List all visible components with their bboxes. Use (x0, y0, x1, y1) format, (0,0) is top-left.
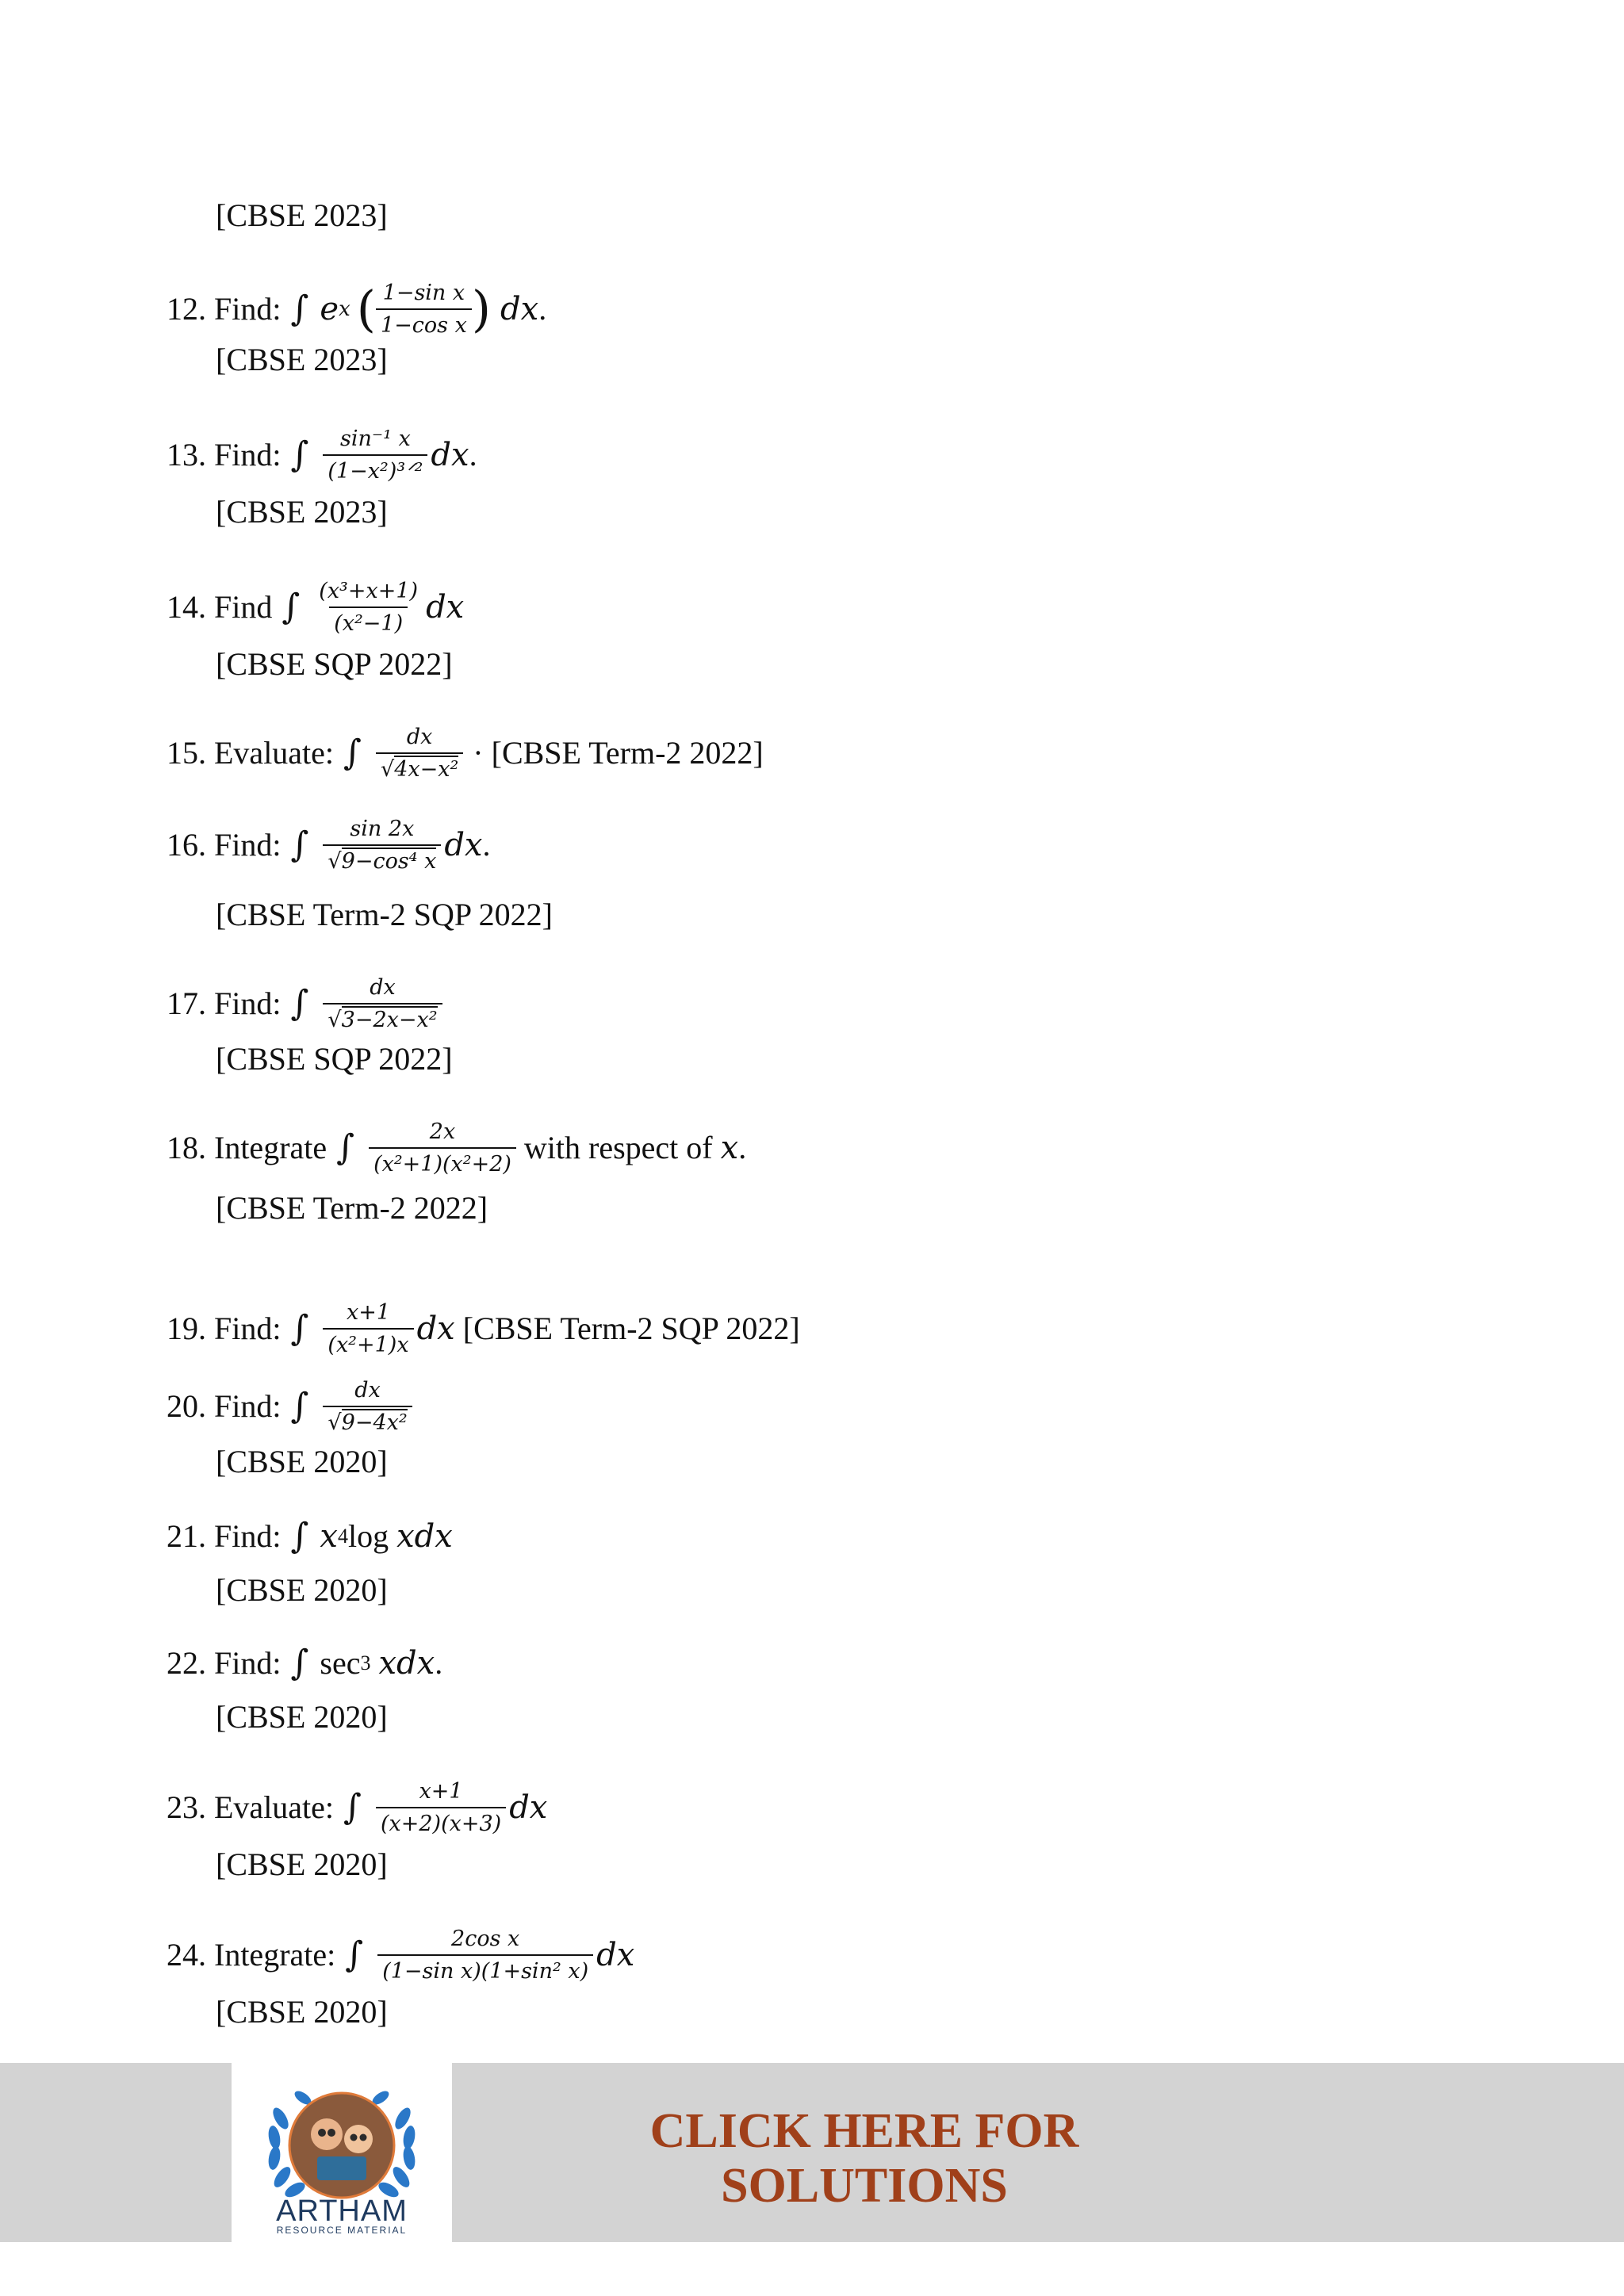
differential: dx (500, 291, 539, 328)
fraction (323, 1378, 412, 1435)
integral-sign: ∫ (290, 983, 309, 1024)
question-lead: Evaluate: (214, 1789, 335, 1826)
question-number: 17. (167, 985, 206, 1022)
question-lead: Find: (214, 291, 282, 327)
question-22: 22. Find: ∫ sec 3 xdx . (167, 1643, 443, 1683)
expr-variable: x (320, 1518, 338, 1555)
question-24 (167, 1927, 634, 1984)
denominator (323, 1003, 442, 1032)
numerator: x+1 (346, 1300, 391, 1325)
numerator: (x³+x+1) (319, 579, 419, 603)
question-number: 18. (167, 1130, 206, 1166)
question-13: 13. Find: ∫ $\frac{\text{sin⁻¹ x}}{\text{(1−x²)³ᐟ²}}$ dx . (167, 427, 477, 484)
integral-sign: ∫ (290, 1643, 309, 1683)
expr-power: 3 (360, 1651, 371, 1674)
question-lead: Find: (214, 437, 282, 473)
source-q17: [CBSE SQP 2022] (216, 1041, 453, 1077)
integral-sign: ∫ (290, 1516, 309, 1556)
source-q21: [CBSE 2020] (216, 1572, 388, 1608)
question-lead: Find (214, 589, 273, 626)
source-q18: [CBSE Term-2 2022] (216, 1190, 488, 1226)
question-number: 13. (167, 437, 206, 473)
numerator: sin 2x (350, 817, 415, 841)
question-lead: Find: (214, 827, 282, 863)
differential: dx (596, 1937, 635, 1974)
question-21 (167, 1516, 453, 1556)
variable: x (720, 1130, 739, 1167)
source-q22: [CBSE 2020] (216, 1699, 388, 1735)
source-q24: [CBSE 2020] (216, 1994, 388, 2030)
numerator: dx (370, 975, 396, 1000)
question-number: 20. (167, 1388, 206, 1425)
source-q23: [CBSE 2020] (216, 1846, 388, 1882)
expr-function: sec (320, 1645, 361, 1681)
question-lead: Find: (214, 1311, 282, 1347)
differential: dx (444, 827, 483, 864)
question-12: 12. Find: ∫ e x ( $\frac{\text{1−sin x}}{\text{1−cos x}}$ ) dx . (167, 280, 547, 339)
denominator: (1−x²)³ᐟ² (323, 454, 427, 484)
differential: dx (416, 1311, 455, 1348)
fraction (376, 1779, 506, 1836)
radicand: 9−cos⁴ x (341, 849, 437, 874)
question-lead: Find: (214, 1645, 282, 1681)
source-q12: [CBSE 2023] (216, 342, 388, 377)
fraction (323, 817, 441, 874)
question-16: 16. Find: ∫ $\frac{\sin 2x}{\text{√9−cos⁴ x}}$ dx . (167, 817, 491, 874)
source-q16: [CBSE Term-2 SQP 2022] (216, 897, 553, 932)
question-number: 22. (167, 1645, 206, 1681)
question-number: 15. (167, 735, 206, 771)
integral-sign: ∫ (290, 1386, 309, 1427)
exp-power: x (339, 297, 350, 322)
question-23 (167, 1779, 547, 1836)
question-number: 16. (167, 827, 206, 863)
cta-line-2[interactable]: SOLUTIONS (721, 2159, 1008, 2214)
sqrt-sign: √ (327, 1008, 342, 1033)
denominator: (1−sin x)(1+sin² x) (377, 1954, 593, 1984)
question-lead: Evaluate: (214, 735, 335, 771)
question-number: 19. (167, 1311, 206, 1347)
integral-sign: ∫ (290, 1308, 309, 1349)
expr-tail: xdx (378, 1645, 435, 1682)
logo-subtext: RESOURCE MATERIAL (276, 2225, 408, 2236)
integral-sign: ∫ (336, 1127, 355, 1169)
fraction (323, 1300, 413, 1357)
fraction (376, 281, 472, 338)
denominator (323, 1406, 412, 1435)
question-lead: Find: (214, 985, 282, 1022)
sqrt-sign: √ (380, 757, 395, 783)
differential: dx (509, 1789, 548, 1827)
question-15 (167, 725, 764, 782)
integral-sign: ∫ (343, 733, 362, 774)
fraction (377, 1927, 593, 1984)
sqrt-sign: √ (327, 849, 342, 874)
integral-sign: ∫ (345, 1934, 364, 1976)
solutions-link[interactable] (626, 2104, 1102, 2214)
question-14 (167, 579, 464, 636)
integral-sign: ∫ (282, 587, 301, 628)
integral-sign: ∫ (290, 434, 309, 476)
left-paren: ( (356, 280, 376, 339)
source-q13: [CBSE 2023] (216, 494, 388, 530)
source-q19: [CBSE Term-2 SQP 2022] (462, 1311, 800, 1347)
source-q11: [CBSE 2023] (216, 197, 388, 233)
question-number: 12. (167, 291, 206, 327)
denominator: (x+2)(x+3) (376, 1807, 506, 1836)
source-q20: [CBSE 2020] (216, 1444, 388, 1479)
sqrt-sign: √ (327, 1410, 342, 1436)
denominator: 1−cos x (376, 308, 472, 338)
expr-tail: xdx (396, 1518, 453, 1555)
exp-base: e (320, 291, 339, 328)
cta-line-1[interactable]: CLICK HERE FOR (649, 2104, 1079, 2158)
expr-power: 4 (337, 1525, 348, 1548)
logo-text: ARTHAM (276, 2195, 408, 2228)
right-paren: ) (471, 280, 492, 339)
source-q15: · [CBSE Term-2 2022] (473, 735, 764, 771)
question-number: 24. (167, 1937, 206, 1973)
denominator: (x²+1)(x²+2) (369, 1147, 516, 1177)
question-20 (167, 1378, 416, 1435)
fraction (323, 975, 442, 1032)
question-lead: Find: (214, 1518, 282, 1554)
source-q14: [CBSE SQP 2022] (216, 646, 453, 682)
question-18: 18. Integrate ∫ $\frac{2x}{\text{(x²+1)(x²+2)}}$ with respect of x . (167, 1119, 747, 1177)
question-number: 23. (167, 1789, 206, 1826)
expr-function: log (347, 1518, 389, 1554)
denominator (376, 752, 463, 782)
radicand: 4x−x² (394, 757, 459, 783)
artham-logo[interactable] (232, 2063, 452, 2242)
numerator: dx (354, 1378, 381, 1402)
radicand: 9−4x² (341, 1410, 408, 1436)
numerator: sin⁻¹ x (340, 427, 411, 451)
numerator: 2cos x (451, 1927, 520, 1951)
question-number: 14. (167, 589, 206, 626)
differential: dx (426, 589, 465, 626)
question-lead: Find: (214, 1388, 282, 1425)
denominator: (x²+1)x (323, 1328, 413, 1357)
fraction (314, 579, 423, 636)
radicand: 3−2x−x² (341, 1008, 438, 1033)
integral-sign: ∫ (343, 1787, 362, 1828)
differential: dx (431, 437, 469, 474)
fraction (376, 725, 463, 782)
question-17 (167, 975, 446, 1032)
denominator (323, 844, 441, 874)
question-text: with respect of (523, 1130, 713, 1166)
numerator: dx (406, 725, 433, 749)
denominator: (x²−1) (329, 607, 408, 636)
fraction (369, 1119, 516, 1177)
question-lead: Integrate: (214, 1937, 336, 1973)
footer-banner (0, 2063, 1624, 2242)
question-19 (167, 1300, 800, 1357)
integral-sign: ∫ (290, 289, 309, 330)
question-number: 21. (167, 1518, 206, 1554)
question-lead: Integrate (214, 1130, 327, 1166)
numerator: 1−sin x (382, 281, 465, 305)
integral-sign: ∫ (290, 825, 309, 866)
numerator: 2x (429, 1119, 456, 1144)
numerator: x+1 (419, 1779, 463, 1804)
fraction (323, 427, 427, 484)
